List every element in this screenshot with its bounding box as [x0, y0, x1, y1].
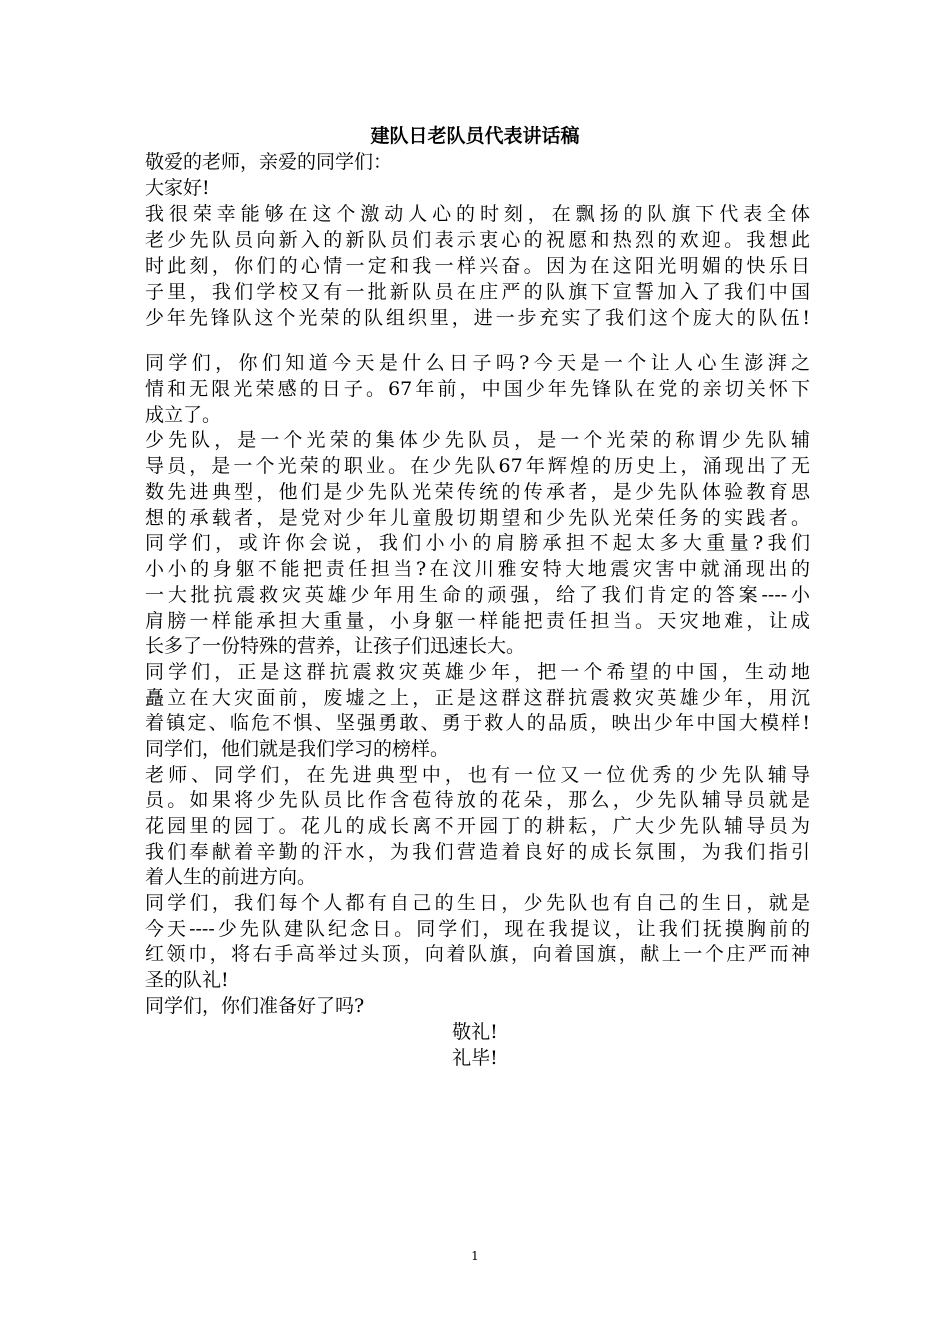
- document-title: 建队日老队员代表讲话稿: [370, 125, 580, 147]
- body-text-line: 同学们，他们就是我们学习的榜样。: [145, 738, 450, 760]
- body-text-line: 情和无限光荣感的日子。67年前，中国少年先锋队在党的亲切关怀下: [145, 378, 810, 400]
- body-text-line: 导员，是一个光荣的职业。在少先队67年辉煌的历史上，涌现出了无: [145, 455, 810, 477]
- body-text-line: 时此刻，你们的心情一定和我一样兴奋。因为在这阳光明媚的快乐日: [145, 255, 810, 277]
- greeting-line: 大家好!: [145, 177, 210, 199]
- body-text-line: 红领巾，将右手高举过头顶，向着队旗，向着国旗，献上一个庄严而神: [145, 943, 810, 965]
- closing-salute: 敬礼!: [452, 1021, 498, 1043]
- body-text-line: 同学们，我们每个人都有自己的生日，少先队也有自己的生日，就是: [145, 892, 810, 914]
- body-text-line: 少先队，是一个光荣的集体少先队员，是一个光荣的称谓少先队辅: [145, 429, 810, 451]
- body-text-line: 着人生的前进方向。: [145, 866, 317, 888]
- body-text-line: 今天----少先队建队纪念日。同学们，现在我提议，让我们抚摸胸前的: [145, 918, 810, 940]
- body-text-line: 成立了。: [145, 404, 222, 426]
- body-text-line: 少年先锋队这个光荣的队组织里，进一步充实了我们这个庞大的队伍!: [145, 307, 810, 329]
- body-text-line: 想的承载者，是党对少年儿童殷切期望和少先队光荣任务的实践者。: [145, 507, 810, 529]
- body-text-line: 员。如果将少先队员比作含苞待放的花朵，那么，少先队辅导员就是: [145, 789, 810, 811]
- page-number: 1: [471, 1249, 479, 1263]
- closing-end: 礼毕!: [452, 1047, 498, 1069]
- body-text-line: 子里，我们学校又有一批新队员在庄严的队旗下宣誓加入了我们中国: [145, 281, 810, 303]
- body-text-line: 圣的队礼!: [145, 969, 229, 991]
- body-text-line: 老少先队员向新入的新队员们表示衷心的祝愿和热烈的欢迎。我想此: [145, 229, 810, 251]
- body-text-line: 我很荣幸能够在这个激动人心的时刻，在飘扬的队旗下代表全体: [145, 203, 810, 225]
- body-text-line: 一大批抗震救灾英雄少年用生命的顽强，给了我们肯定的答案----小: [145, 584, 810, 606]
- body-text-line: 同学们，你们知道今天是什么日子吗?今天是一个让人心生澎湃之: [145, 352, 810, 374]
- body-text-line: 小小的身躯不能把责任担当?在汶川雅安特大地震灾害中就涌现出的: [145, 558, 810, 580]
- body-text-line: 长多了一份特殊的营养，让孩子们迅速长大。: [145, 635, 526, 657]
- body-text-line: 花园里的园丁。花儿的成长离不开园丁的耕耘，广大少先队辅导员为: [145, 815, 810, 837]
- body-text-line: 同学们，正是这群抗震救灾英雄少年，把一个希望的中国，生动地: [145, 661, 810, 683]
- body-text-line: 老师、同学们，在先进典型中，也有一位又一位优秀的少先队辅导: [145, 764, 810, 786]
- salutation-line: 敬爱的老师，亲爱的同学们：: [145, 151, 393, 173]
- body-text-line: 我们奉献着辛勤的汗水，为我们营造着良好的成长氛围，为我们指引: [145, 841, 810, 863]
- body-text-line: 矗立在大灾面前，废墟之上，正是这群这群抗震救灾英雄少年，用沉: [145, 687, 810, 709]
- body-text-line: 同学们，或许你会说，我们小小的肩膀承担不起太多大重量?我们: [145, 532, 810, 554]
- body-text-line: 数先进典型，他们是少先队光荣传统的传承者，是少先队体验教育思: [145, 481, 810, 503]
- body-text-line: 同学们，你们准备好了吗?: [145, 995, 365, 1017]
- body-text-line: 肩膀一样能承担大重量，小身躯一样能把责任担当。天灾地难，让成: [145, 610, 810, 632]
- body-text-line: 着镇定、临危不惧、坚强勇敢、勇于救人的品质，映出少年中国大模样!: [145, 712, 810, 734]
